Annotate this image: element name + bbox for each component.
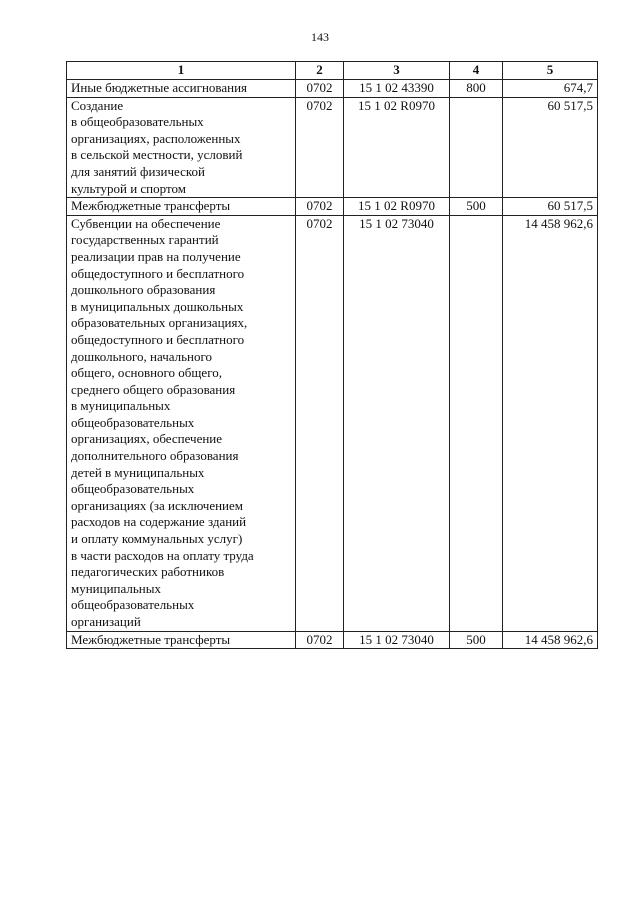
target-code-cell: 15 1 02 R0970	[344, 97, 450, 198]
expense-name-line: среднего общего образования	[71, 381, 236, 397]
expense-name-cell	[67, 198, 296, 216]
expense-name-cell	[67, 631, 296, 649]
expense-name-line: в муниципальных дошкольных	[71, 298, 244, 314]
expense-name-line: организациях, расположенных	[71, 130, 241, 146]
section-cell: 0702	[296, 80, 344, 98]
expense-name-line: общеобразовательных	[71, 597, 195, 613]
expense-name-line: в общеобразовательных	[71, 114, 204, 130]
table-row	[67, 198, 598, 216]
table-header-row	[67, 62, 598, 80]
expense-name-line: дошкольного, начального	[71, 348, 213, 364]
table-row	[67, 215, 598, 631]
expense-name-line: и оплату коммунальных услуг)	[71, 531, 243, 547]
table-row	[67, 631, 598, 649]
expense-name-line: в муниципальных	[71, 398, 171, 414]
amount-cell: 674,7	[503, 80, 598, 98]
expense-name-line: Создание	[71, 97, 124, 113]
expense-name-line: дошкольного образования	[71, 282, 216, 298]
amount-cell: 14 458 962,6	[503, 631, 598, 649]
column-header: 3	[344, 62, 450, 80]
expense-name-cell	[67, 97, 296, 198]
column-header: 1	[67, 62, 296, 80]
expense-name-line: общего, основного общего,	[71, 365, 222, 381]
expense-name-line: Межбюджетные трансферты	[71, 631, 231, 647]
target-code-cell: 15 1 02 R0970	[344, 198, 450, 216]
expense-type-cell: 500	[450, 631, 503, 649]
expense-name-line: организаций	[71, 614, 141, 629]
target-code-cell: 15 1 02 73040	[344, 631, 450, 649]
expense-name-line: организациях, обеспечение	[71, 431, 223, 447]
target-code-cell: 15 1 02 73040	[344, 215, 450, 631]
expense-name-line: педагогических работников	[71, 564, 225, 580]
expense-name-line: общедоступного и бесплатного	[71, 331, 245, 347]
page-number: 143	[311, 30, 329, 44]
table-body	[67, 80, 598, 649]
table-row	[67, 80, 598, 98]
amount-cell: 60 517,5	[503, 198, 598, 216]
amount-cell: 14 458 962,6	[503, 215, 598, 631]
amount-cell: 60 517,5	[503, 97, 598, 198]
column-header: 4	[450, 62, 503, 80]
target-code-cell: 15 1 02 43390	[344, 80, 450, 98]
section-cell: 0702	[296, 198, 344, 216]
expense-name-line: расходов на содержание зданий	[71, 514, 247, 530]
expense-type-cell: 800	[450, 80, 503, 98]
budget-table	[66, 61, 598, 649]
expense-type-cell	[450, 97, 503, 198]
expense-name-line: культурой и спортом	[71, 180, 186, 196]
expense-name-line: дополнительного образования	[71, 448, 239, 464]
expense-name-line: в сельской местности, условий	[71, 147, 243, 163]
expense-name-line: Субвенции на обеспечение	[71, 215, 221, 231]
column-header: 2	[296, 62, 344, 80]
expense-name-line: Межбюджетные трансферты	[71, 198, 231, 214]
column-header: 5	[503, 62, 598, 80]
expense-name-line: образовательных организациях,	[71, 315, 248, 331]
expense-name-line: Иные бюджетные ассигнования	[71, 80, 248, 95]
expense-name-cell	[67, 215, 296, 631]
expense-name-line: организациях (за исключением	[71, 497, 244, 513]
section-cell: 0702	[296, 631, 344, 649]
section-cell: 0702	[296, 97, 344, 198]
expense-name-line: государственных гарантий	[71, 232, 219, 248]
expense-name-line: общеобразовательных	[71, 481, 195, 497]
expense-name-cell	[67, 80, 296, 98]
expense-name-line: общеобразовательных	[71, 414, 195, 430]
expense-name-line: реализации прав на получение	[71, 248, 241, 264]
section-cell: 0702	[296, 215, 344, 631]
expense-name-line: для занятий физической	[71, 163, 206, 179]
expense-name-line: муниципальных	[71, 580, 162, 596]
expense-type-cell: 500	[450, 198, 503, 216]
expense-name-line: детей в муниципальных	[71, 464, 205, 480]
expense-name-line: в части расходов на оплату труда	[71, 547, 254, 563]
expense-name-line: общедоступного и бесплатного	[71, 265, 245, 281]
expense-type-cell	[450, 215, 503, 631]
table-row	[67, 97, 598, 198]
